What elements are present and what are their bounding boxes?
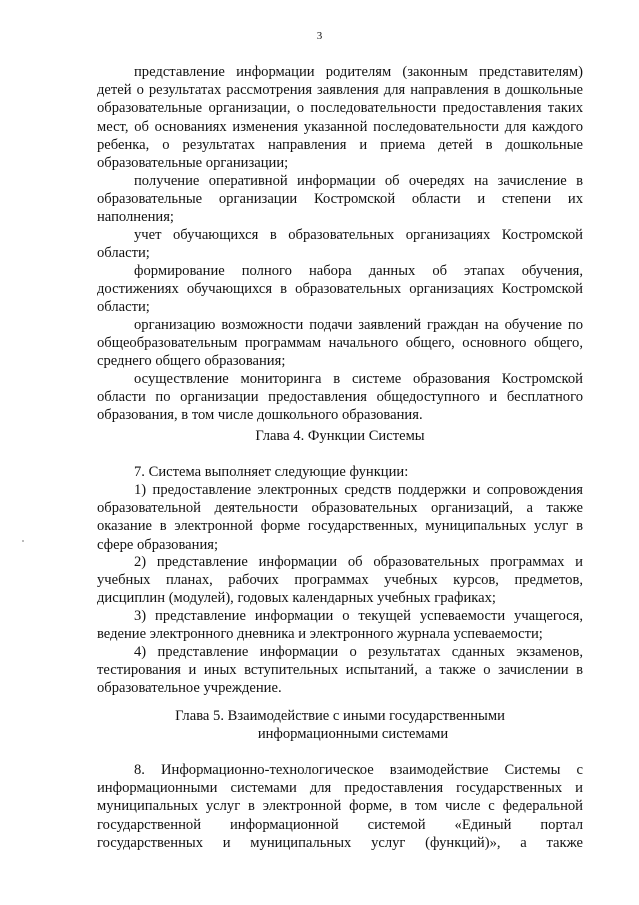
paragraph-learning-data: формирование полного набора данных об этапах обучения, достижениях обучающихся в образовательных организациях Костромской области; [97,263,583,316]
paragraph-student-accounting: учет обучающихся в образовательных организациях Костромской области; [97,227,583,262]
item-8-interaction: 8. Информационно-технологическое взаимодействие Системы с информационными системами для предоставления государственных и муниципальных услуг в электронной форме, в том числе с федеральной государственной информационной системой «Единый портал государственных и муниципальных услуг (функций)», а также [97,762,583,851]
item-7-intro: 7. Система выполняет следующие функции: [134,464,409,480]
paragraph-queue-info: получение оперативной информации об очередях на зачисление в образовательные организации Костромской области и степени их наполнения; [97,173,583,226]
paragraph-applications: организацию возможности подачи заявлений граждан на обучение по общеобразовательным программам начального общего, основного общего, среднего общего образования; [97,317,583,370]
paragraph-parents-info: представление информации родителям (законным представителям) детей о результатах рассмотрения заявления для направления в дошкольные образовательные организации, о последовательности предоставления таких мест, об основаниях изменения указанной последовательности для каждого ребенка, о результатах направления и приема детей в дошкольные образовательные организации; [97,64,583,172]
chapter-5-title-line-2: информационными системами [257,726,449,742]
chapter-4-title: Глава 4. Функции Системы [255,428,425,444]
item-1-electronic-support: 1) предоставление электронных средств поддержки и сопровождения образовательной деятельности образовательных организаций, а также оказание в электронной форме государственных, муниципальных услуг в сфере образования; [97,482,583,553]
paragraph-monitoring: осуществление мониторинга в системе образования Костромской области по организации предоставления общедоступного и бесплатного образования, в том числе дошкольного образования. [97,371,583,424]
scan-dot [22,540,24,542]
page-number: 3 [316,30,323,42]
chapter-5-title-line-1: Глава 5. Взаимодействие с иными государственными [175,708,505,724]
item-2-programs-info: 2) представление информации об образовательных программах и учебных планах, рабочих программах учебных курсов, предметов, дисциплин (модулей), годовых календарных учебных графиках; [97,554,583,607]
item-3-progress-info: 3) представление информации о текущей успеваемости учащегося, ведение электронного дневника и электронного журнала успеваемости; [97,608,583,643]
item-4-exam-results: 4) представление информации о результатах сданных экзаменов, тестирования и иных вступительных испытаний, а также о зачислении в образовательное учреждение. [97,644,583,697]
